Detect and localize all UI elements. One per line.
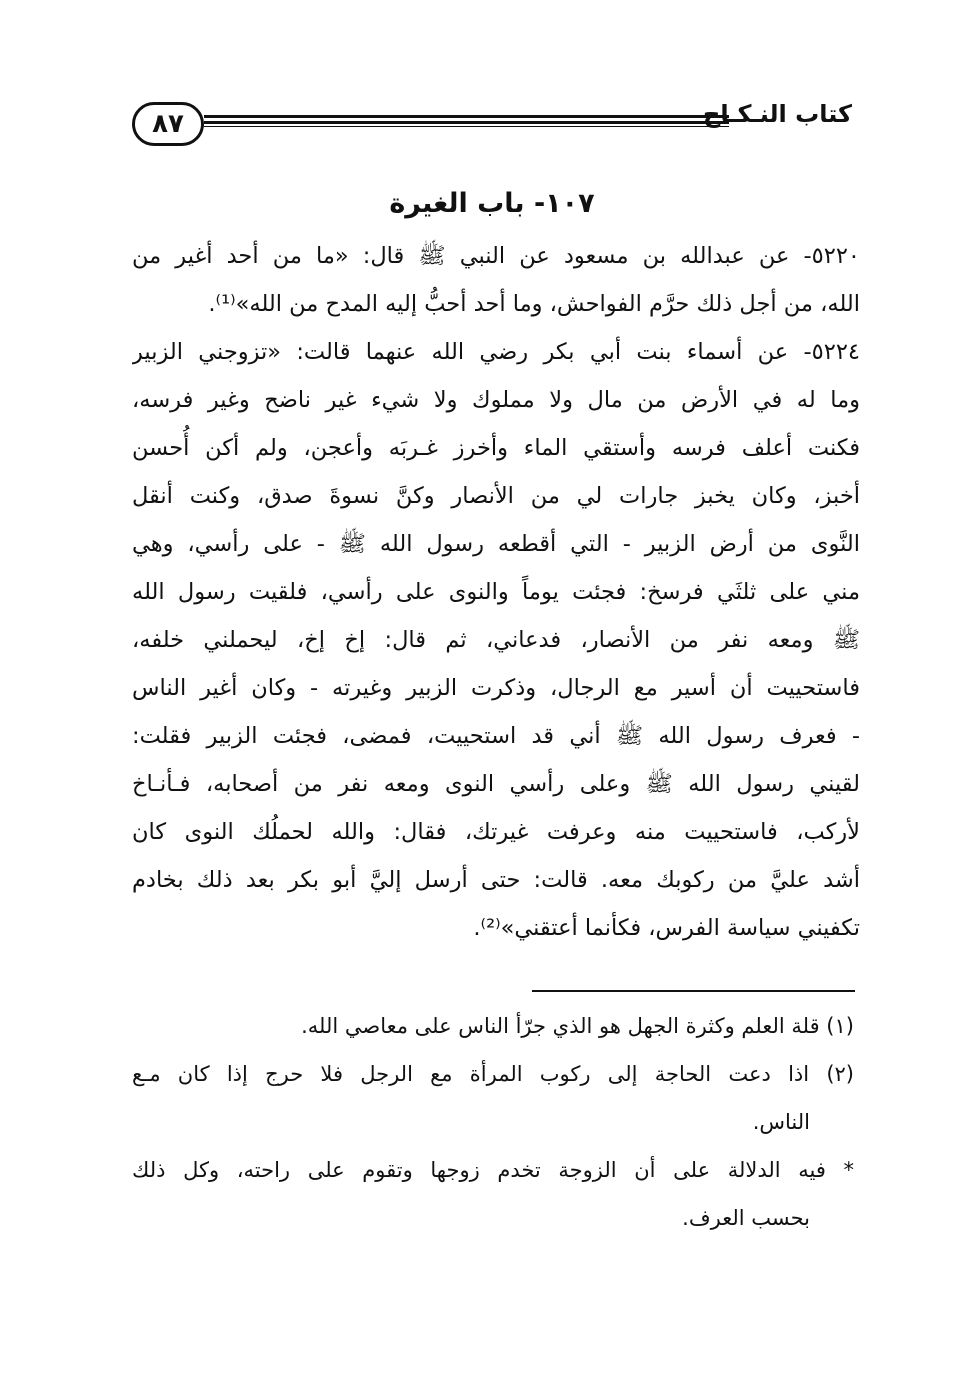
text-line: أخبز، وكان يخبز جارات لي من الأنصار وكنَّ نسوةَ صدق، وكنت أنقل	[132, 483, 860, 509]
book-title: كتاب النـكـاح	[703, 100, 852, 128]
text-line: فكنت أعلف فرسه وأستقي الماء وأخرز غـربَه وأعجن، ولم أكن أُحسن	[132, 435, 860, 461]
footnote-2-continuation: الناس.	[752, 1110, 810, 1134]
footnote-separator	[532, 990, 855, 992]
text-line: - فعرف رسول الله ﷺ أني قد استحييت، فمضى، فجئت الزبير فقلت:	[132, 723, 860, 749]
footnote-2: (٢) اذا دعت الحاجة إلى ركوب المرأة مع الرجل فلا حرج إذا كان مـع	[132, 1062, 854, 1086]
text-line: أشد عليَّ من ركوبك معه. قالت: حتى أرسل إليَّ أبو بكر بعد ذلك بخادم	[132, 867, 860, 893]
footnote-1: (١) قلة العلم وكثرة الجهل هو الذي جرّأ الناس على معاصي الله.	[301, 1014, 854, 1038]
text-line: لأركب، فاستحييت منه وعرفت غيرتك، فقال: والله لحملُك النوى كان	[132, 819, 860, 845]
editor-note-continuation: بحسب العرف.	[682, 1206, 810, 1230]
header-rule	[204, 121, 729, 124]
text-line: ٥٢٢٠- عن عبدالله بن مسعود عن النبي ﷺ قال: «ما من أحد أغير من	[132, 243, 860, 269]
text-line: لقيني رسول الله ﷺ وعلى رأسي النوى ومعه نفر من أصحابه، فـأنـاخ	[132, 771, 860, 797]
page-header	[132, 98, 852, 158]
hadith-text	[132, 232, 860, 952]
page-number-badge	[132, 102, 204, 146]
text-line: تكفيني سياسة الفرس، فكأنما أعتقني»⁽²⁾.	[473, 915, 860, 941]
footnotes	[132, 1002, 854, 1242]
text-line: ٥٢٢٤- عن أسماء بنت أبي بكر رضي الله عنهما قالت: «تزوجني الزبير	[132, 339, 860, 365]
text-line: مني على ثلثَي فرسخ: فجئت يوماً والنوى على رأسي، فلقيت رسول الله	[132, 579, 860, 605]
text-line: فاستحييت أن أسير مع الرجال، وذكرت الزبير وغيرته - وكان أغير الناس	[132, 675, 860, 701]
text-line: وما له في الأرض من مال ولا مملوك ولا شيء غير ناضح وغير فرسه،	[132, 387, 860, 413]
page-number: ٨٧	[152, 109, 184, 139]
text-line: النَّوى من أرض الزبير - التي أقطعه رسول الله ﷺ - على رأسي، وهي	[132, 531, 860, 557]
editor-note: * فيه الدلالة على أن الزوجة تخدم زوجها وتقوم على راحته، وكل ذلك	[132, 1158, 854, 1182]
header-rule	[204, 115, 729, 118]
text-line: الله، من أجل ذلك حرَّم الفواحش، وما أحد أحبُّ إليه المدح من الله»⁽¹⁾.	[208, 291, 860, 317]
chapter-heading: ١٠٧- باب الغيرة	[389, 188, 595, 219]
header-rule	[204, 126, 729, 127]
text-line: ﷺ ومعه نفر من الأنصار، فدعاني، ثم قال: إخ إخ، ليحملني خلفه،	[132, 627, 860, 653]
